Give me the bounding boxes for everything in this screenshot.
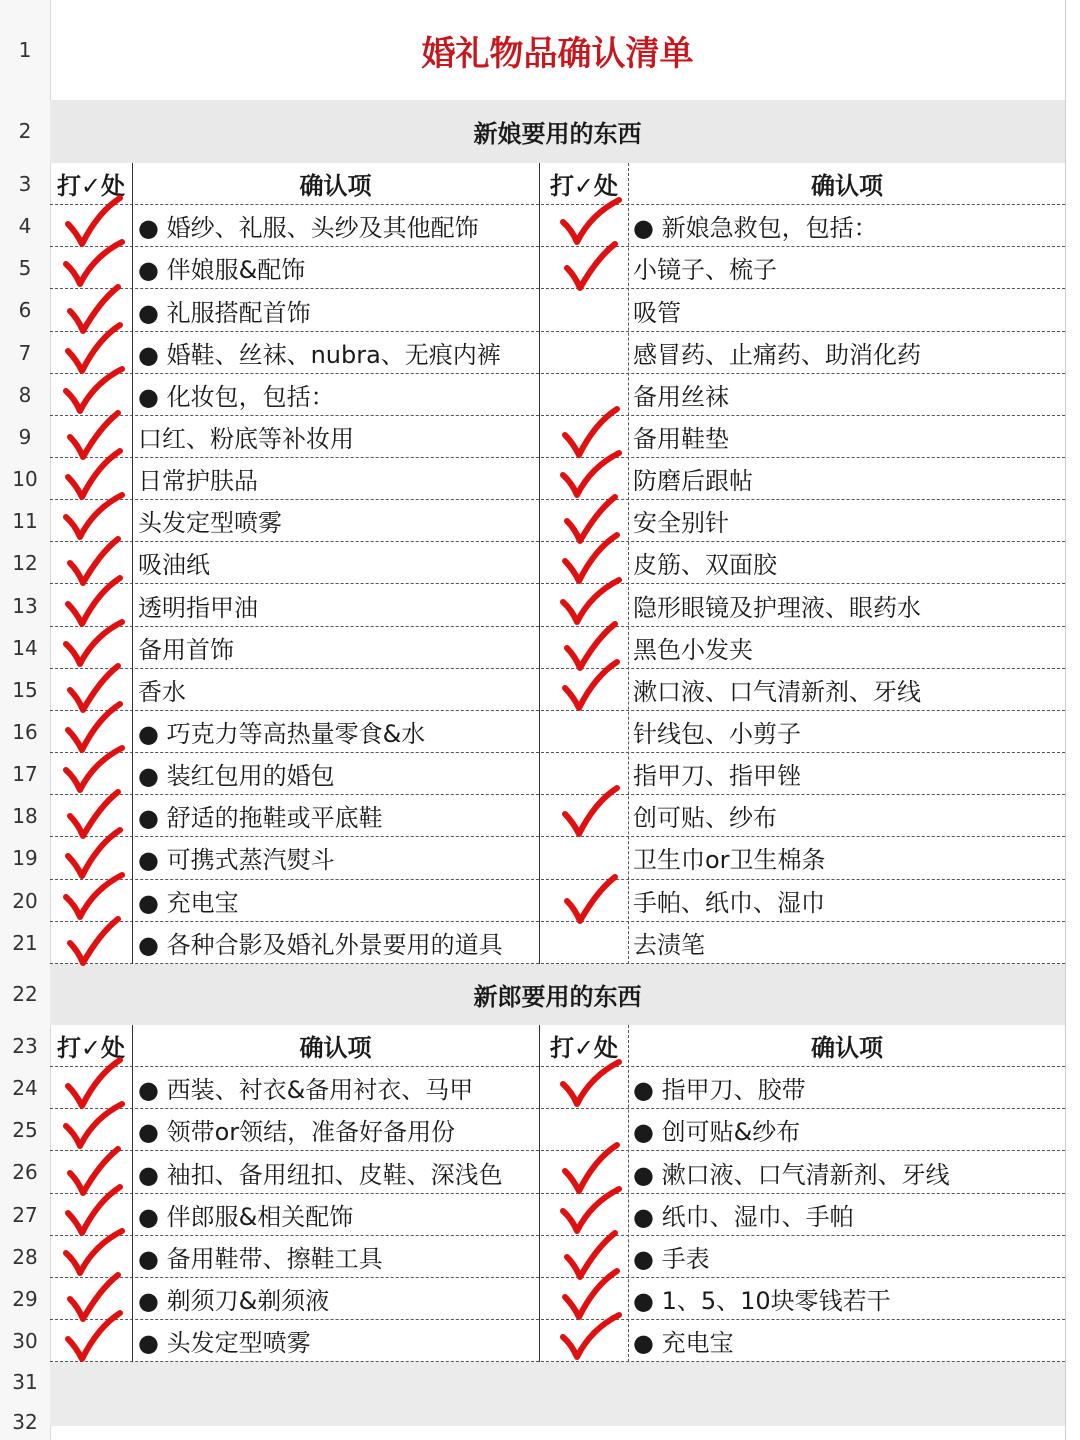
list-item-row: [50, 1320, 1065, 1362]
check-cell[interactable]: [540, 332, 628, 373]
check-cell[interactable]: [50, 500, 132, 541]
item-text: ● 手表: [633, 1244, 710, 1273]
row-number: 13: [12, 593, 38, 618]
check-cell[interactable]: [540, 205, 628, 246]
check-cell[interactable]: [50, 1320, 132, 1361]
check-cell[interactable]: [540, 1278, 628, 1319]
check-column-header: 打✓处: [56, 172, 126, 201]
check-cell[interactable]: [540, 1109, 628, 1150]
row-number: 16: [12, 719, 38, 744]
check-cell[interactable]: [540, 837, 628, 878]
empty-footer-band: [50, 1362, 1065, 1426]
row-number: 29: [12, 1286, 38, 1311]
row-number: 23: [12, 1034, 38, 1058]
list-item-row: [50, 1067, 1065, 1109]
item-text: 香水: [138, 677, 186, 706]
row-number: 5: [18, 256, 32, 281]
check-cell[interactable]: [540, 711, 628, 752]
item-text: 吸油纸: [138, 551, 210, 580]
check-cell[interactable]: [540, 753, 628, 794]
item-text: ● 舒适的拖鞋或平底鞋: [138, 804, 383, 833]
item-text: 手帕、纸巾、湿巾: [633, 888, 825, 917]
row-number: 28: [12, 1244, 38, 1269]
item-text: 去渍笔: [633, 930, 705, 959]
list-item-row: [50, 1278, 1065, 1320]
row-number: 3: [18, 172, 32, 196]
item-text: 透明指甲油: [138, 593, 258, 622]
row-number: 17: [12, 762, 38, 787]
item-text: ● 头发定型喷雾: [138, 1329, 311, 1358]
column-divider: [628, 163, 629, 964]
check-cell[interactable]: [50, 458, 132, 499]
row-number: 21: [12, 930, 38, 955]
row-number: 11: [12, 509, 38, 534]
check-cell[interactable]: [540, 627, 628, 668]
list-item-row: [50, 542, 1065, 584]
check-cell[interactable]: [50, 669, 132, 710]
item-text: ● 创可贴&纱布: [633, 1118, 801, 1147]
item-text: 隐形眼镜及护理液、眼药水: [633, 593, 921, 622]
check-cell[interactable]: [50, 1151, 132, 1192]
check-cell[interactable]: [540, 458, 628, 499]
row-number: 22: [12, 981, 38, 1006]
item-column-header: 确认项: [811, 172, 883, 201]
item-text: ● 1、5、10块零钱若干: [633, 1286, 891, 1315]
item-text: ● 备用鞋带、擦鞋工具: [138, 1244, 383, 1273]
list-item-row: [50, 416, 1065, 458]
check-cell[interactable]: [540, 1236, 628, 1277]
row-number: 7: [18, 340, 32, 365]
column-divider: [132, 163, 133, 964]
table-header-row: [50, 1025, 1065, 1067]
check-cell[interactable]: [540, 1151, 628, 1192]
row-number: 20: [12, 888, 38, 913]
column-divider: [132, 1025, 133, 1362]
item-text: 漱口液、口气清新剂、牙线: [633, 677, 921, 706]
item-text: ● 礼服搭配首饰: [138, 298, 311, 327]
check-cell[interactable]: [50, 922, 132, 963]
list-item-row: [50, 458, 1065, 500]
check-cell[interactable]: [50, 795, 132, 836]
item-text: 创可贴、纱布: [633, 804, 777, 833]
item-text: ● 领带or领结，准备好备用份: [138, 1118, 456, 1147]
list-item-row: [50, 753, 1065, 795]
item-text: 安全别针: [633, 509, 729, 538]
check-cell[interactable]: [540, 585, 628, 626]
check-cell[interactable]: [50, 880, 132, 921]
list-item-row: [50, 247, 1065, 289]
row-number: 14: [12, 635, 38, 660]
item-text: ● 充电宝: [138, 888, 239, 917]
list-item-row: [50, 795, 1065, 837]
item-text: 黑色小发夹: [633, 635, 753, 664]
list-item-row: [50, 205, 1065, 247]
item-column-header: 确认项: [299, 1034, 372, 1063]
column-divider: [539, 1025, 540, 1362]
row-number: 10: [12, 467, 38, 492]
check-cell[interactable]: [50, 542, 132, 583]
item-text: 备用首饰: [138, 635, 234, 664]
check-cell[interactable]: [540, 795, 628, 836]
item-text: ● 化妆包，包括：: [138, 382, 335, 411]
row-number: 2: [18, 119, 32, 143]
check-cell[interactable]: [50, 247, 132, 288]
item-text: 日常护肤品: [138, 467, 258, 496]
check-cell[interactable]: [50, 627, 132, 668]
check-cell[interactable]: [50, 332, 132, 373]
check-cell[interactable]: [50, 1236, 132, 1277]
list-item-row: [50, 1194, 1065, 1236]
item-text: 皮筋、双面胶: [633, 551, 777, 580]
check-cell[interactable]: [540, 1320, 628, 1361]
item-text: 针线包、小剪子: [633, 720, 801, 748]
item-text: 头发定型喷雾: [138, 509, 282, 538]
check-cell[interactable]: [50, 753, 132, 794]
row-number: 32: [12, 1410, 38, 1434]
check-cell[interactable]: [540, 374, 628, 415]
item-text: 小镜子、梳子: [633, 256, 777, 285]
row-number: 25: [12, 1118, 38, 1143]
section-heading-groom: 新郎要用的东西: [50, 964, 1065, 1025]
item-text: ● 纸巾、湿巾、手帕: [633, 1202, 854, 1231]
check-cell[interactable]: [50, 289, 132, 330]
list-item-row: [50, 1151, 1065, 1193]
item-text: ● 指甲刀、胶带: [633, 1076, 806, 1105]
column-divider: [628, 1025, 629, 1362]
table-header-row: [50, 163, 1065, 205]
row-number: 31: [12, 1370, 38, 1395]
row-number: 27: [12, 1202, 38, 1227]
row-number: 12: [12, 551, 38, 576]
check-cell[interactable]: [540, 416, 628, 457]
check-cell[interactable]: [50, 837, 132, 878]
check-cell[interactable]: [50, 416, 132, 457]
row-number: 24: [12, 1076, 38, 1101]
row-number: 9: [18, 424, 32, 449]
check-cell[interactable]: [540, 880, 628, 921]
item-text: ● 剃须刀&剃须液: [138, 1286, 330, 1315]
check-column-header: 打✓处: [56, 1034, 126, 1063]
check-cell[interactable]: [540, 542, 628, 583]
list-item-row: [50, 332, 1065, 374]
list-item-row: [50, 289, 1065, 331]
item-text: ● 可携式蒸汽熨斗: [138, 846, 335, 875]
list-item-row: [50, 711, 1065, 753]
check-column-header: 打✓处: [549, 172, 619, 201]
list-item-row: [50, 1236, 1065, 1278]
list-item-row: [50, 374, 1065, 416]
list-item-row: [50, 669, 1065, 711]
item-text: 卫生巾or卫生棉条: [633, 846, 826, 875]
list-item-row: [50, 837, 1065, 879]
item-text: ● 新娘急救包，包括：: [633, 214, 878, 243]
check-cell[interactable]: [50, 711, 132, 752]
item-text: 口红、粉底等补妆用: [138, 424, 354, 453]
row-number: 15: [12, 677, 38, 702]
list-item-row: [50, 627, 1065, 669]
item-text: ● 巧克力等高热量零食&水: [138, 720, 426, 748]
item-text: ● 西装、衬衣&备用衬衣、马甲: [138, 1076, 474, 1105]
check-cell[interactable]: [540, 922, 628, 963]
item-text: ● 婚鞋、丝袜、nubra、无痕内裤: [138, 340, 501, 369]
row-number: 8: [18, 382, 32, 407]
item-text: 指甲刀、指甲锉: [633, 762, 801, 791]
check-cell[interactable]: [540, 669, 628, 710]
row-number: 1: [18, 38, 32, 62]
list-item-row: [50, 500, 1065, 542]
check-cell[interactable]: [540, 1067, 628, 1108]
item-column-header: 确认项: [299, 172, 372, 201]
row-number: 18: [12, 804, 38, 829]
check-cell[interactable]: [50, 205, 132, 246]
item-text: 感冒药、止痛药、助消化药: [633, 340, 921, 369]
list-item-row: [50, 880, 1065, 922]
check-cell[interactable]: [50, 1109, 132, 1150]
row-number: 26: [12, 1160, 38, 1185]
list-item-row: [50, 922, 1065, 964]
item-text: ● 各种合影及婚礼外景要用的道具: [138, 930, 503, 959]
check-cell[interactable]: [540, 500, 628, 541]
check-cell[interactable]: [540, 1194, 628, 1235]
item-column-header: 确认项: [811, 1034, 883, 1063]
check-cell[interactable]: [50, 1067, 132, 1108]
list-item-row: [50, 585, 1065, 627]
item-text: ● 伴娘服&配饰: [138, 256, 306, 285]
item-text: ● 漱口液、口气清新剂、牙线: [633, 1160, 950, 1189]
row-number: 4: [18, 214, 32, 239]
row-number: 19: [12, 846, 38, 871]
item-text: 备用鞋垫: [633, 424, 729, 453]
page-title: 婚礼物品确认清单: [50, 0, 1065, 101]
check-cell[interactable]: [50, 374, 132, 415]
item-text: ● 充电宝: [633, 1329, 734, 1358]
item-text: ● 袖扣、备用纽扣、皮鞋、深浅色: [138, 1160, 503, 1189]
item-text: 吸管: [633, 298, 681, 327]
item-text: 备用丝袜: [633, 382, 729, 411]
check-cell[interactable]: [50, 585, 132, 626]
row-number: 6: [18, 298, 32, 323]
check-column-header: 打✓处: [549, 1034, 619, 1063]
check-cell[interactable]: [50, 1278, 132, 1319]
column-divider: [539, 163, 540, 964]
list-item-row: [50, 1109, 1065, 1151]
item-text: ● 伴郎服&相关配饰: [138, 1202, 354, 1231]
row-number: 30: [12, 1329, 38, 1354]
check-cell[interactable]: [50, 1194, 132, 1235]
check-cell[interactable]: [540, 289, 628, 330]
item-text: ● 装红包用的婚包: [138, 762, 335, 791]
item-text: ● 婚纱、礼服、头纱及其他配饰: [138, 214, 479, 243]
item-text: 防磨后跟帖: [633, 467, 753, 496]
check-cell[interactable]: [540, 247, 628, 288]
section-heading-bride: 新娘要用的东西: [50, 100, 1065, 163]
